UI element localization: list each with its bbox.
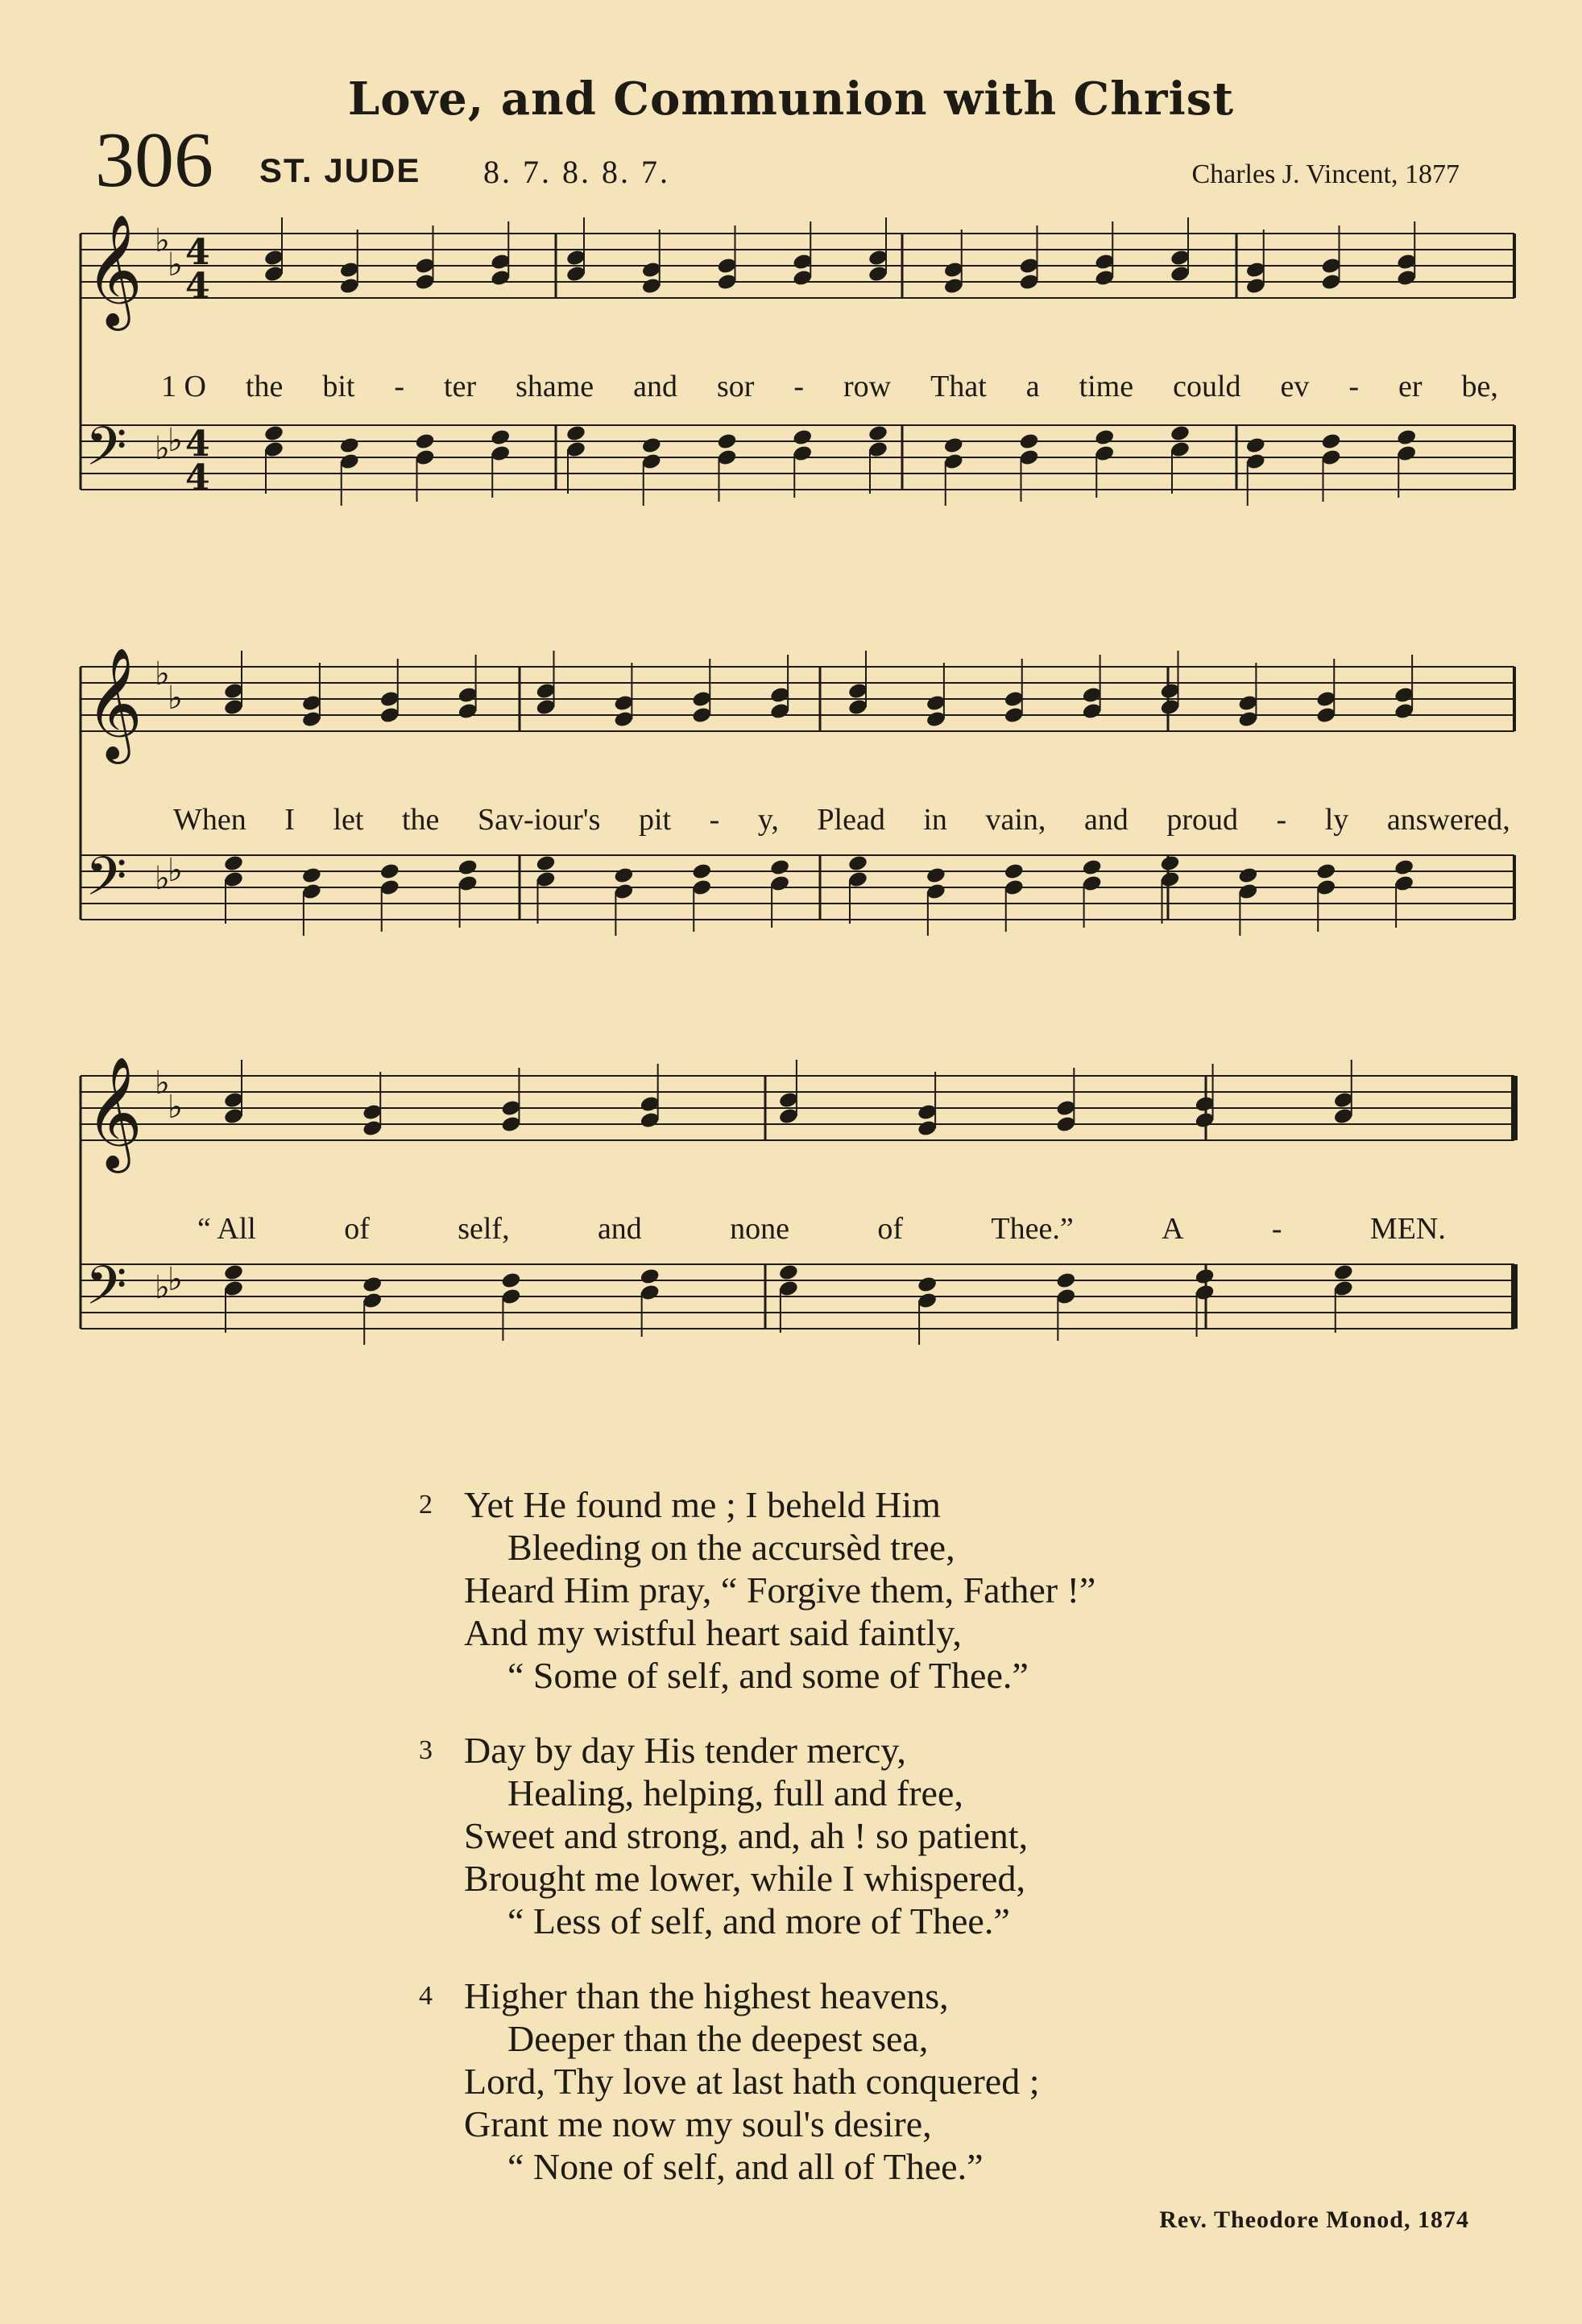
note-head: [1082, 858, 1103, 877]
lyric-syllable: answered,: [1386, 803, 1510, 837]
note-head: [1394, 858, 1414, 877]
treble-clef-icon: 𝄞: [85, 214, 143, 326]
lyric-syllable: MEN.: [1369, 1212, 1446, 1246]
lyric-syllable: none: [730, 1212, 790, 1246]
flat-icon: ♭: [155, 1269, 170, 1306]
verse-line: Heard Him pray, “ Forgive them, Father !”: [464, 1569, 1096, 1611]
lyric-syllable: and: [633, 370, 678, 403]
lyric-syllable: When: [173, 803, 246, 837]
note-head: [1055, 1272, 1076, 1290]
lyric-syllable: y,: [757, 803, 779, 837]
note-head: [1237, 866, 1258, 885]
lyric-syllable: ly: [1324, 803, 1349, 837]
lyric-syllable: “ All: [197, 1212, 256, 1246]
verse-line: Sweet and strong, and, ah ! so patient,: [464, 1815, 1029, 1856]
lyrics-system-3: [197, 1211, 1446, 1247]
lyrics-system-1: [161, 369, 1498, 404]
lyric-syllable: let: [333, 803, 364, 837]
note-head: [339, 436, 360, 455]
lyric-syllable: and: [1083, 803, 1129, 837]
note-head: [1004, 862, 1025, 881]
note-head: [778, 1263, 799, 1282]
verse-line: “ Less of self, and more of Thee.”: [507, 1900, 1010, 1941]
composer-credit: Charles J. Vincent, 1877: [1191, 159, 1460, 189]
verse-line: Brought me lower, while I whispered,: [464, 1858, 1025, 1899]
note-head: [263, 424, 284, 443]
verse-line: Higher than the highest heavens,: [464, 1975, 949, 2016]
verse-line: Day by day His tender mercy,: [464, 1730, 906, 1771]
flat-icon: ♭: [168, 852, 183, 889]
note-head: [223, 854, 244, 873]
note-head: [362, 1276, 383, 1294]
note-head: [1094, 428, 1115, 447]
flat-icon: ♭: [155, 1065, 170, 1102]
verse-line: Grant me now my soul's desire,: [464, 2103, 932, 2144]
lyric-syllable: the: [245, 370, 284, 403]
note-head: [301, 866, 322, 885]
flat-icon: ♭: [168, 1089, 183, 1126]
note-head: [792, 428, 813, 447]
lyric-syllable: ev: [1280, 370, 1310, 403]
note-head: [1320, 432, 1341, 451]
verse-3: [419, 1729, 1095, 1942]
lyric-syllable: and: [597, 1212, 642, 1246]
note-head: [641, 436, 662, 455]
lyrics-system-2: [173, 802, 1510, 837]
lyric-syllable: the: [401, 803, 440, 837]
lyric-syllable: -: [709, 803, 720, 837]
note-head: [1315, 862, 1336, 881]
lyric-syllable: -: [1271, 1212, 1282, 1246]
lyric-syllable: -: [1348, 370, 1359, 403]
lyric-syllable: Thee.”: [991, 1212, 1074, 1246]
verse-4: [419, 1975, 1095, 2188]
note-head: [1170, 424, 1191, 443]
time-signature-top: 4: [185, 424, 210, 465]
note-head: [500, 1272, 521, 1290]
bass-clef-icon: 𝄢: [85, 1255, 127, 1329]
flat-icon: ♭: [168, 422, 183, 459]
flat-icon: ♭: [155, 222, 170, 259]
lyric-syllable: -: [793, 370, 805, 403]
lyric-syllable: A: [1162, 1212, 1184, 1246]
note-head: [414, 432, 435, 451]
bass-clef-icon: 𝄢: [85, 416, 127, 490]
lyric-syllable: shame: [516, 370, 594, 403]
note-head: [613, 866, 634, 885]
verse-line: Deeper than the deepest sea,: [507, 2018, 929, 2059]
lyric-syllable: row: [843, 370, 892, 403]
note-head: [458, 858, 478, 877]
note-head: [917, 1276, 938, 1294]
flat-icon: ♭: [168, 246, 183, 283]
lyric-syllable: That: [930, 370, 987, 403]
verse-number: 4: [419, 1981, 433, 2011]
verse-2: [419, 1483, 1095, 1697]
verse-number: 3: [419, 1735, 433, 1765]
hymn-number: 306: [95, 117, 213, 204]
note-head: [1333, 1263, 1354, 1282]
note-head: [769, 858, 790, 877]
flat-icon: ♭: [168, 680, 183, 717]
flat-icon: ♭: [155, 655, 170, 693]
lyric-syllable: I: [284, 803, 295, 837]
lyric-syllable: 1 O: [161, 370, 206, 403]
time-signature-bottom: 4: [185, 266, 210, 307]
lyric-syllable: proud: [1166, 803, 1238, 837]
lyric-syllable: time: [1079, 370, 1134, 403]
verse-line: “ Some of self, and some of Thee.”: [507, 1655, 1029, 1696]
tune-name: ST. JUDE: [259, 151, 421, 189]
lyric-syllable: be,: [1461, 370, 1498, 403]
note-head: [1245, 436, 1266, 455]
verse-line: Bleeding on the accursèd tree,: [507, 1527, 955, 1568]
flat-icon: ♭: [155, 430, 170, 467]
lyric-syllable: Sav-iour's: [477, 803, 601, 837]
note-head: [223, 1263, 244, 1282]
lyric-syllable: -: [394, 370, 405, 403]
note-head: [691, 862, 712, 881]
note-head: [379, 862, 400, 881]
section-title: Love, and Communion with Christ: [347, 72, 1235, 126]
lyric-syllable: in: [923, 803, 947, 837]
note-head: [1396, 428, 1417, 447]
lyric-syllable: Plead: [817, 803, 885, 837]
author-credit: Rev. Theodore Monod, 1874: [1159, 2206, 1469, 2233]
verse-line: Lord, Thy love at last hath conquered ;: [464, 2061, 1040, 2102]
lyric-syllable: -: [1276, 803, 1287, 837]
note-head: [926, 866, 946, 885]
note-head: [490, 428, 511, 447]
note-head: [716, 432, 737, 451]
treble-clef-icon: 𝄞: [85, 1057, 143, 1168]
lyric-syllable: bit: [322, 370, 355, 403]
lyric-syllable: of: [877, 1212, 904, 1246]
note-head: [565, 424, 586, 443]
lyric-syllable: a: [1025, 370, 1040, 403]
flat-icon: ♭: [155, 860, 170, 897]
lyric-syllable: vain,: [985, 803, 1046, 837]
note-head: [847, 854, 868, 873]
lyric-syllable: ter: [444, 370, 477, 403]
meter: 8. 7. 8. 8. 7.: [483, 154, 670, 190]
time-signature-bottom: 4: [185, 457, 210, 498]
verse-line: Yet He found me ; I beheld Him: [464, 1484, 941, 1525]
lyric-syllable: pit: [638, 803, 672, 837]
verse-number: 2: [419, 1490, 433, 1520]
note-head: [1018, 432, 1039, 451]
note-head: [640, 1267, 661, 1286]
note-head: [1159, 854, 1180, 873]
note-head: [868, 424, 888, 443]
note-head: [1194, 1267, 1215, 1286]
lyric-syllable: sor: [716, 370, 755, 403]
lyric-syllable: self,: [458, 1212, 510, 1246]
lyric-syllable: could: [1173, 370, 1241, 403]
treble-clef-icon: 𝄞: [85, 647, 143, 759]
lyric-syllable: of: [344, 1212, 370, 1246]
verse-line: And my wistful heart said faintly,: [464, 1612, 962, 1653]
note-head: [535, 854, 556, 873]
verses: [419, 1483, 1095, 2220]
note-head: [943, 436, 964, 455]
verse-line: Healing, helping, full and free,: [507, 1772, 963, 1813]
bass-clef-icon: 𝄢: [85, 846, 127, 920]
flat-icon: ♭: [168, 1261, 183, 1298]
verse-line: “ None of self, and all of Thee.”: [507, 2146, 984, 2187]
lyric-syllable: er: [1398, 370, 1423, 403]
time-signature-top: 4: [185, 232, 210, 273]
